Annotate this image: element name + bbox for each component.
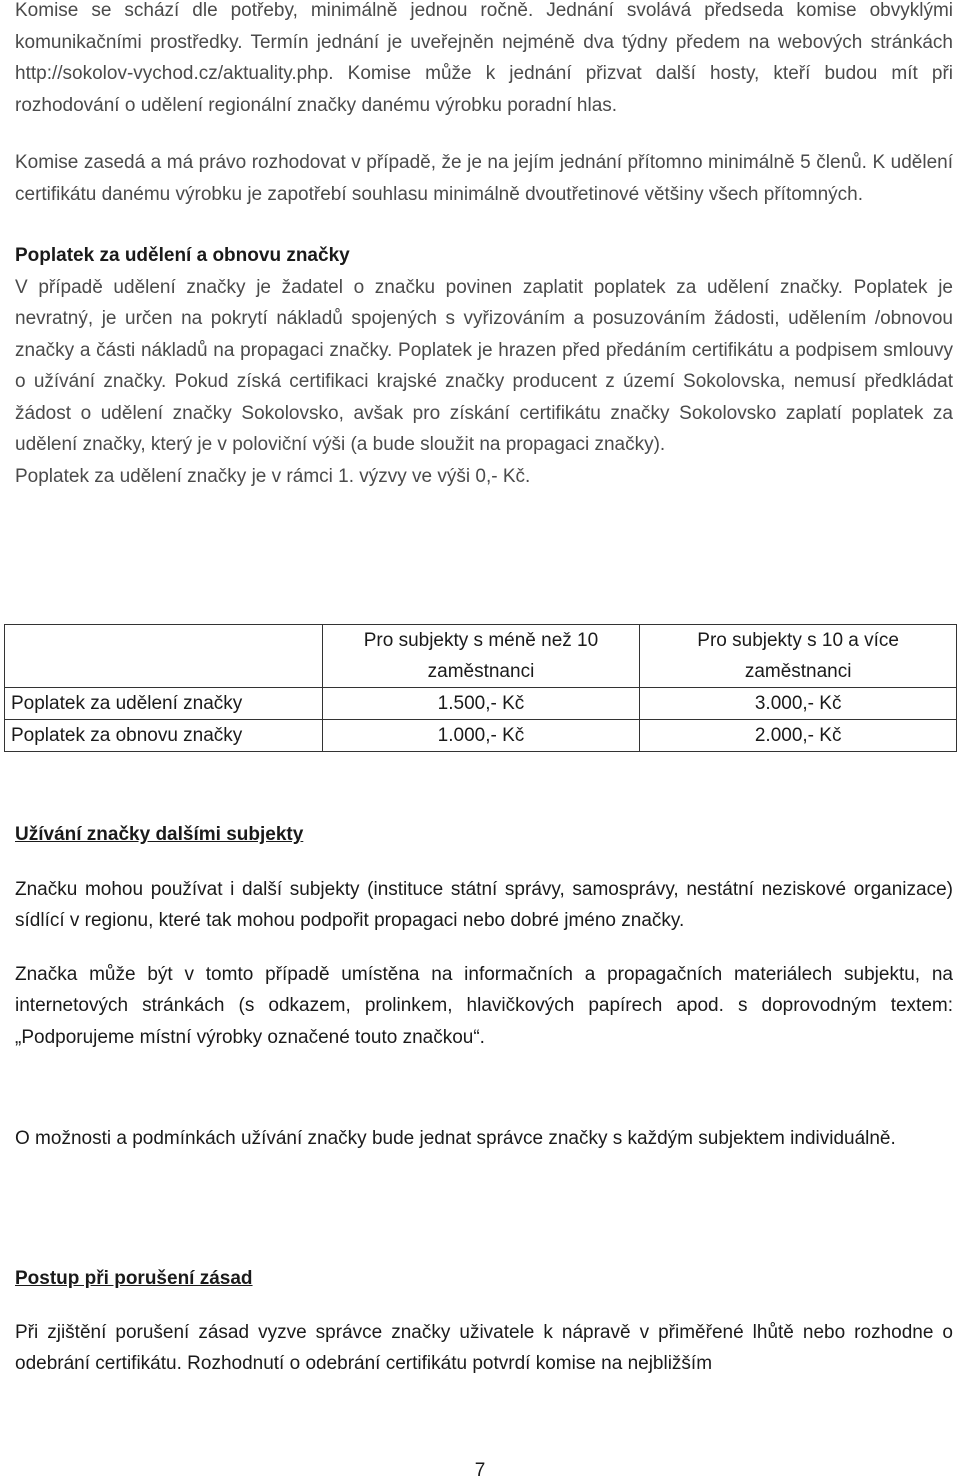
fee-table-cell: Poplatek za obnovu značky: [5, 720, 323, 752]
document-page: [11, 0, 953, 1374]
fee-round-note: Poplatek za udělení značky je v rámci 1. výzvy ve výši 0,- Kč.: [15, 465, 531, 487]
breach-heading: Postup při porušení zásad: [15, 1268, 253, 1289]
fee-table-cell: 1.500,- Kč: [322, 688, 640, 720]
fee-table-cell: 1.000,- Kč: [322, 720, 640, 752]
usage-paragraph-3: O možnosti a podmínkách užívání značky bude jednat správce značky s každým subjektem individuálně.: [15, 1128, 896, 1149]
fee-heading: Poplatek za udělení a obnovu značky: [15, 245, 350, 266]
fee-table-cell: Poplatek za udělení značky: [5, 688, 323, 720]
table-row: [5, 688, 957, 720]
fee-table-header-cell: Pro subjekty s 10 a více zaměstnanci: [640, 625, 957, 688]
fee-table-cell: 3.000,- Kč: [640, 688, 957, 720]
meeting-paragraph: Komise se schází dle potřeby, minimálně jednou ročně. Jednání svolává předseda komise obvyklými komunikačními prostředky. Termín jednání je uveřejněn nejméně dva týdny předem na webových stránkách http://sokolov-vychod.cz/aktuality.php. Komise může k jednání přizvat další hosty, kteří budou mít při rozhodování o udělení regionální značky danému výrobku poradní hlas.: [15, 0, 953, 116]
fee-paragraph: V případě udělení značky je žadatel o značku povinen zaplatit poplatek za udělení značky. Poplatek je nevratný, je určen na pokrytí nákladů spojených s vyřizováním a posuzováním žádosti, udělením /obnovou značky a části nákladů na propagaci značky. Poplatek je hrazen před předáním certifikátu a podpisem smlouvy o užívání značky. Pokud získá certifikaci krajské značky producent z území Sokolovska, nemusí předkládat žádost o udělení značky Sokolovsko, avšak pro získání certifikátu značky Sokolovsko zaplatí poplatek za udělení značky, který je v poloviční výši (a bude sloužit na propagaci značky).: [15, 276, 953, 455]
fee-table-header-cell: [5, 625, 323, 688]
fee-table-header-row: [5, 625, 957, 688]
fee-table-cell: 2.000,- Kč: [640, 720, 957, 752]
usage-paragraph-1: Značku mohou používat i další subjekty (instituce státní správy, samosprávy, nestátní neziskové organizace) sídlící v regionu, které tak mohou podpořit propagaci nebo dobré jméno značky.: [15, 878, 953, 931]
breach-paragraph: Při zjištění porušení zásad vyzve správce značky uživatele k nápravě v přiměřené lhůtě nebo rozhodne o odebrání certifikátu. Rozhodnutí o odebrání certifikátu potvrdí komise na nejbližším: [15, 1321, 953, 1374]
table-row: [5, 720, 957, 752]
usage-paragraph-2: Značka může být v tomto případě umístěna na informačních a propagačních materiálech subjektu, na internetových stránkách (s odkazem, prolinkem, hlavičkových papírech apod. s doprovodným textem: „Podporujeme místní výrobky označené touto značkou“.: [15, 963, 953, 1048]
usage-section: [15, 819, 953, 1155]
breach-section: [15, 1263, 953, 1380]
fee-table: [4, 624, 957, 752]
quorum-paragraph: Komise zasedá a má právo rozhodovat v případě, že je na jejím jednání přítomno minimálně 5 členů. K udělení certifikátu danému výrobku je zapotřebí souhlasu minimálně dvoutřetinové většiny všech přítomných.: [15, 152, 953, 205]
fee-table-header-cell: Pro subjekty s méně než 10 zaměstnanci: [322, 625, 640, 688]
page-number: 7: [474, 1460, 486, 1481]
usage-heading: Užívání značky dalšími subjekty: [15, 824, 304, 845]
